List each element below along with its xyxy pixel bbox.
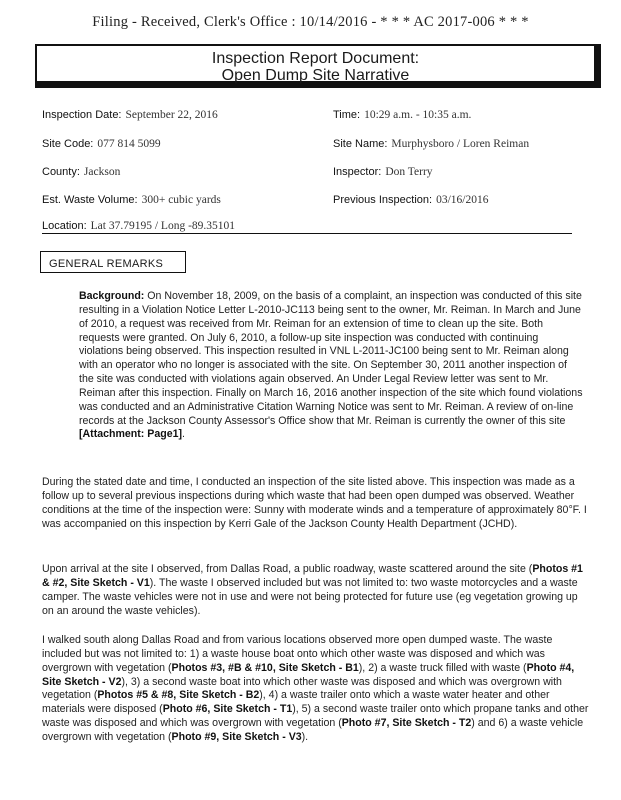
site-code-value: 077 814 5099 (97, 138, 161, 150)
document-title-line2: Open Dump Site Narrative (221, 67, 410, 84)
inspector-value: Don Terry (385, 166, 433, 178)
photo-reference: Photo #4, Site Sketch - V2 (42, 661, 575, 688)
site-name-label: Site Name: (333, 138, 388, 150)
inspector-field (333, 166, 433, 178)
paragraph-text: ), 2) a waste truck filled with waste ( (358, 661, 527, 674)
county-field (42, 166, 120, 178)
filing-stamp: Filing - Received, Clerk's Office : 10/14/2016 - * * * AC 2017-006 * * * (92, 14, 529, 30)
background-paragraph (79, 290, 584, 442)
paragraph-text: ) and 6) a waste vehicle overgrown with vegetation ( (42, 717, 584, 743)
county-label: County: (42, 166, 80, 178)
waste-volume-field (42, 194, 221, 206)
narrative-paragraph-3 (42, 634, 592, 745)
paragraph-text: I walked south along Dallas Road and from various locations observed more open dumped waste. The waste included but was not limited to: 1) a waste house boat onto which other waste was disposed and which was overgrown with vegetation ( (42, 634, 553, 674)
background-label: Background: (79, 290, 145, 302)
site-name-field (333, 138, 529, 150)
photo-reference: Photo #9, Site Sketch - V3 (171, 730, 302, 743)
narrative-paragraph-2 (42, 563, 592, 618)
previous-inspection-label: Previous Inspection: (333, 194, 433, 206)
background-text: On November 18, 2009, on the basis of a complaint, an inspection was conducted of this site resulting in a Violation Notice Letter L-2010-JC113 being sent to the owner, Mr. Reiman. In March and June of 2010, a request was received from Mr. Reiman for an extension of time to clean up the site. Both requests were granted. On July 6, 2010, a follow-up site inspection was conducted with continuing violations being observed. This inspection resulted in VNL L-2011-JC100 being sent to Mr. Reiman along with an operator who no longer is associated with the site. On September 30, 2011 another inspection of the site was conducted with violations again observed. An Under Legal Review letter was sent to Mr. Reiman after this inspection. Finally on March 16, 2016 another inspection of the site which found violations was conducted and an Administrative Citation Warning Notice was sent to Mr. Reiman. A review of on-line records at the Jackson County Assessor's Office show that Mr. Reiman is currently the owner of this site (79, 290, 583, 427)
paragraph-text: ), 5) a second waste trailer onto which propane tanks and other waste was disposed and which was overgrown with vegetation ( (42, 703, 589, 730)
time-field (333, 109, 471, 121)
document-title-line1: Inspection Report Document: (211, 50, 420, 67)
background-text-end: . (182, 428, 185, 441)
general-remarks-heading: GENERAL REMARKS (40, 251, 186, 273)
previous-inspection-value: 03/16/2016 (436, 194, 489, 206)
site-code-field (42, 138, 161, 150)
county-value: Jackson (83, 166, 121, 178)
paragraph-text: ), 3) a second waste boat into which other waste was disposed and which was overgrown with vegetation ( (42, 675, 562, 702)
paragraph-text: Upon arrival at the site I observed, from Dallas Road, a public roadway, waste scattered around the site ( (42, 563, 533, 575)
paragraph-text: ). The waste I observed included but was not limited to: two waste motorcycles and a waste camper. The waste vehicles were not in use and were not being protected for future use (eg vegetation growing up on an around the waste vehicles). (42, 576, 578, 617)
document-title-box (35, 44, 601, 88)
waste-volume-value: 300+ cubic yards (141, 194, 221, 206)
location-underline (42, 233, 572, 234)
location-label: Location: (42, 220, 87, 232)
inspection-date-value: September 22, 2016 (125, 109, 218, 121)
inspection-date-field (42, 109, 218, 121)
photo-reference: Photos #3, #B & #10, Site Sketch - B1 (171, 661, 359, 674)
time-value: 10:29 a.m. - 10:35 a.m. (364, 109, 472, 121)
inspection-date-label: Inspection Date: (42, 109, 122, 121)
site-name-value: Murphysboro / Loren Reiman (391, 138, 530, 150)
narrative-paragraph-1: During the stated date and time, I conducted an inspection of the site listed above. This inspection was made as a follow up to several previous inspections during which waste that had been open dumped was observed. Weather conditions at the time of the inspection were: Sunny with moderate winds and a temperature of approximately 80°F. I was accompanied on this inspection by Kerri Gale of the Jackson County Health Department (JCHD). (42, 476, 587, 530)
time-label: Time: (333, 109, 361, 121)
paragraph-text: ), 4) a waste trailer onto which a waste water heater and other materials were disposed ( (42, 689, 550, 716)
paragraph-text: ). (301, 730, 309, 743)
photo-reference: Photos #5 & #8, Site Sketch - B2 (97, 689, 260, 702)
attachment-reference: [Attachment: Page1] (79, 428, 183, 441)
previous-inspection-field (333, 194, 488, 206)
site-code-label: Site Code: (42, 138, 94, 150)
waste-volume-label: Est. Waste Volume: (42, 194, 138, 206)
photo-reference: Photo #6, Site Sketch - T1 (162, 703, 293, 716)
photo-reference: Photos #1 & #2, Site Sketch - V1 (42, 563, 583, 589)
location-value: Lat 37.79195 / Long -89.35101 (90, 220, 236, 232)
photo-reference: Photo #7, Site Sketch - T2 (341, 717, 472, 730)
location-field (42, 220, 235, 232)
inspector-label: Inspector: (333, 166, 382, 178)
